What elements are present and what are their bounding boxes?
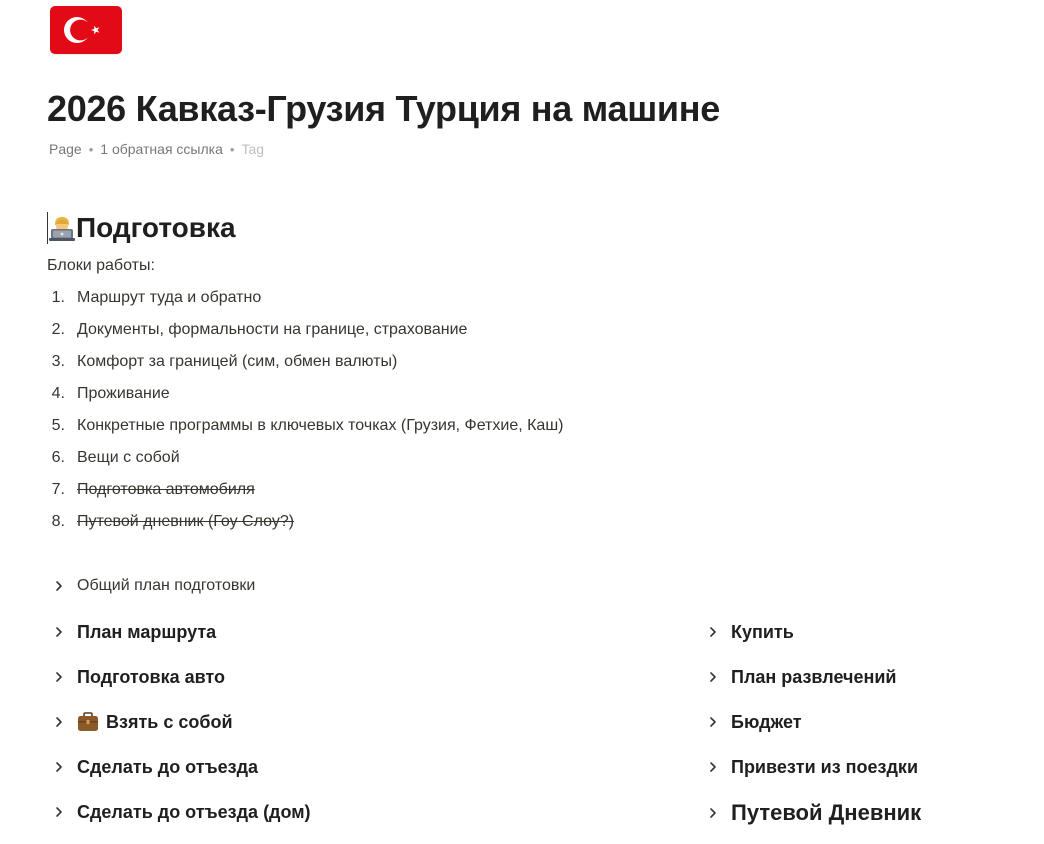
list-item[interactable]: 5. Конкретные программы в ключевых точках (Грузия, Фетхие, Каш) <box>51 417 564 434</box>
chevron-right-icon[interactable] <box>47 665 71 689</box>
chevron-right-icon[interactable] <box>701 710 725 734</box>
list-item[interactable]: 7. Подготовка автомобиля <box>51 481 255 498</box>
separator-dot: • <box>88 141 94 157</box>
separator-dot: • <box>229 141 235 157</box>
section-heading-text: Подготовка <box>76 212 236 243</box>
toggle-route-plan[interactable]: План маршрута <box>47 620 216 644</box>
toggle-general-plan[interactable]: Общий план подготовки <box>47 574 255 598</box>
toggle-todo-home[interactable]: Сделать до отъезда (дом) <box>47 800 311 824</box>
toggle-budget[interactable]: Бюджет <box>701 710 802 734</box>
toggle-travel-diary[interactable]: Путевой Дневник <box>701 800 921 826</box>
numbered-list <box>47 282 564 538</box>
page-icon[interactable] <box>48 4 124 56</box>
tag-field[interactable]: Tag <box>241 141 265 157</box>
chevron-right-icon[interactable] <box>701 665 725 689</box>
section-intro[interactable]: Блоки работы: <box>47 257 155 274</box>
chevron-right-icon[interactable] <box>47 620 71 644</box>
toggle-entertainment[interactable]: План развлечений <box>701 665 896 689</box>
chevron-right-icon[interactable] <box>701 755 725 779</box>
technologist-icon <box>49 215 75 241</box>
toggle-car-prep[interactable]: Подготовка авто <box>47 665 225 689</box>
chevron-right-icon[interactable] <box>701 801 725 825</box>
toggle-todo-before[interactable]: Сделать до отъезда <box>47 755 258 779</box>
backlinks-link[interactable]: 1 обратная ссылка <box>100 141 223 157</box>
briefcase-icon <box>77 712 99 732</box>
chevron-right-icon[interactable] <box>47 800 71 824</box>
list-item[interactable]: 6. Вещи с собой <box>51 449 180 466</box>
section-heading[interactable] <box>47 212 236 244</box>
list-item[interactable]: 1. Маршрут туда и обратно <box>51 289 262 306</box>
page-title[interactable]: 2026 Кавказ-Грузия Турция на машине <box>47 88 720 129</box>
page-meta <box>49 141 264 157</box>
list-item[interactable]: 4. Проживание <box>51 385 170 402</box>
turkey-flag-icon <box>50 6 122 54</box>
chevron-right-icon[interactable] <box>47 710 71 734</box>
page-type: Page <box>49 141 82 157</box>
toggle-take-with[interactable]: Взять с собой <box>47 710 233 734</box>
list-item[interactable]: 8. Путевой дневник (Гоу Слоу?) <box>51 513 295 530</box>
toggle-bring-back[interactable]: Привезти из поездки <box>701 755 918 779</box>
list-item[interactable]: 3. Комфорт за границей (сим, обмен валюты) <box>51 353 398 370</box>
list-item[interactable]: 2. Документы, формальности на границе, страхование <box>51 321 468 338</box>
toggle-buy[interactable]: Купить <box>701 620 794 644</box>
chevron-right-icon[interactable] <box>47 574 71 598</box>
chevron-right-icon[interactable] <box>701 620 725 644</box>
text-cursor <box>47 212 48 244</box>
chevron-right-icon[interactable] <box>47 755 71 779</box>
